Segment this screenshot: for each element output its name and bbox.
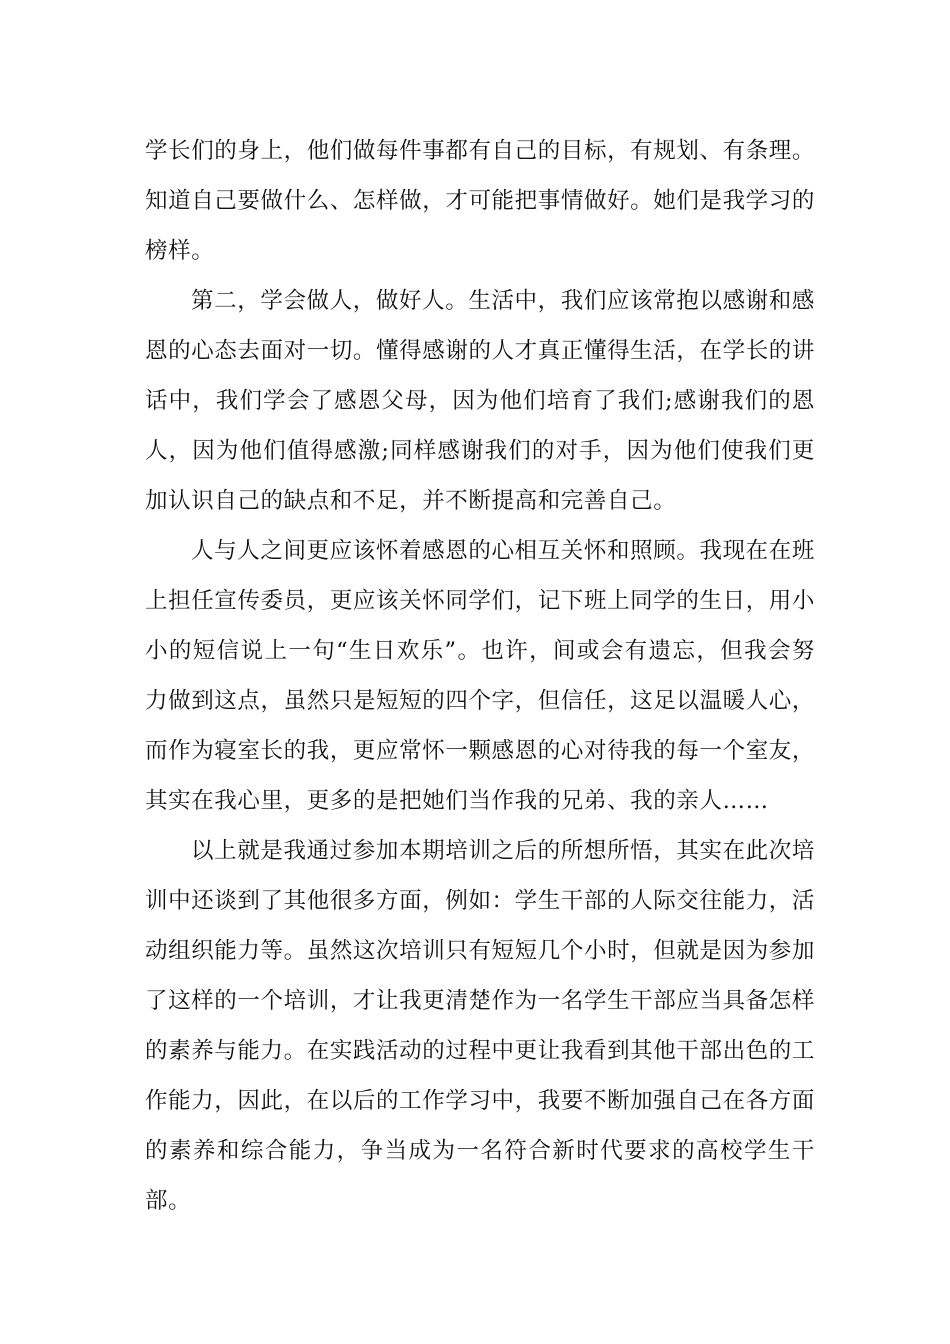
paragraph-continuation: 学长们的身上，他们做每件事都有自己的目标，有规划、有条理。知道自己要做什么、怎样做，才可能把事情做好。她们是我学习的榜样。 [145, 138, 815, 264]
paragraph-care-for-classmates: 人与人之间更应该怀着感恩的心相互关怀和照顾。我现在在班上担任宣传委员，更应该关怀同学们，记下班上同学的生日，用小小的短信说上一句“生日欢乐”。也许，间或会有遗忘，但我会努力做到这点，虽然只是短短的四个字，但信任，这足以温暖人心，而作为寝室长的我，更应常怀一颗感恩的心对待我的每一个室友，其实在我心里，更多的是把她们当作我的兄弟、我的亲人…… [145, 538, 815, 814]
document-body [145, 126, 815, 1226]
paragraph-conclusion: 以上就是我通过参加本期培训之后的所想所悟，其实在此次培训中还谈到了其他很多方面，例如：学生干部的人际交往能力，活动组织能力等。虽然这次培训只有短短几个小时，但就是因为参加了这样的一个培训，才让我更清楚作为一名学生干部应当具备怎样的素养与能力。在实践活动的过程中更让我看到其他干部出色的工作能力，因此，在以后的工作学习中，我要不断加强自己在各方面的素养和综合能力，争当成为一名符合新时代要求的高校学生干部。 [145, 838, 815, 1214]
paragraph-learn-to-be-a-good-person: 第二，学会做人，做好人。生活中，我们应该常抱以感谢和感恩的心态去面对一切。懂得感谢的人才真正懂得生活，在学长的讲话中，我们学会了感恩父母，因为他们培育了我们;感谢我们的恩人，因为他们值得感激;同样感谢我们的对手，因为他们使我们更加认识自己的缺点和不足，并不断提高和完善自己。 [145, 288, 815, 514]
